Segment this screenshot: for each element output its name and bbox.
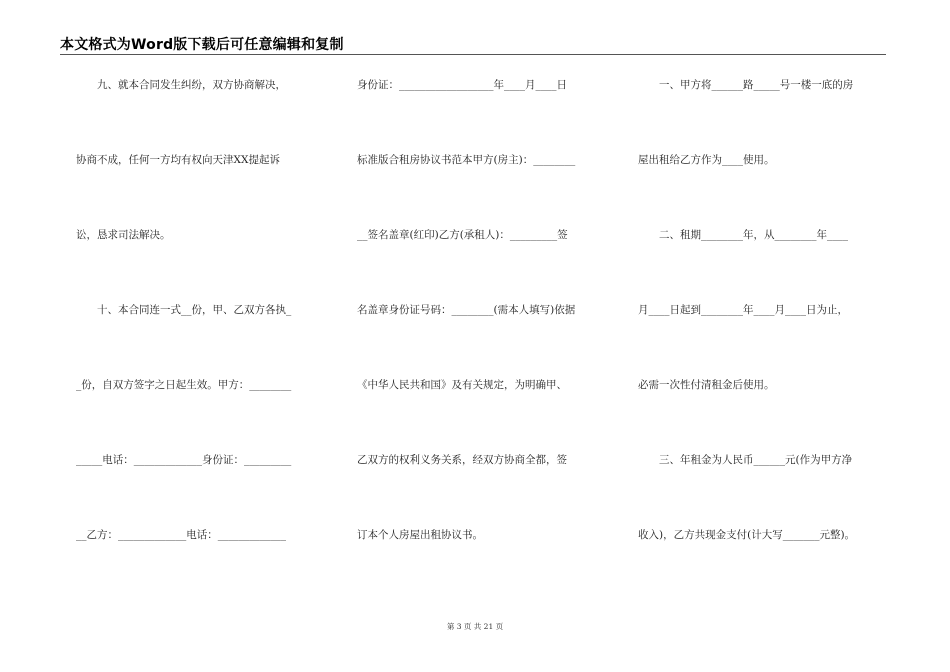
text-line: 九、就本合同发生纠纷，双方协商解决， [76,79,286,91]
text-line: _份，自双方签字之日起生效。甲方：________ [76,379,292,391]
text-line: __乙方：_____________电话：_____________ [76,529,286,541]
text-line: 讼，恳求司法解决。 [76,229,171,241]
text-line: __签名盖章(红印)乙方(承租人)：_________签 [357,229,568,241]
text-line: 乙双方的权利义务关系，经双方协商全都，签 [357,454,567,466]
text-line: 十、本合同连一式__份，甲、乙双方各执_ [76,304,292,316]
text-column-middle [357,76,607,601]
text-line: 名盖章身份证号码：________(需本人填写)依据 [357,304,576,316]
text-line: 二、租期________年，从________年____ [638,229,848,241]
text-line: 月____日起到________年____月____日为止， [638,304,848,316]
text-line: 订本个人房屋出租协议书。 [357,529,483,541]
header-divider [60,54,886,55]
text-column-left [76,76,326,601]
text-line: 一、甲方将______路_____号一楼一底的房 [638,79,854,91]
text-line: 收入)，乙方共现金支付(计大写_______元整)。 [638,529,856,541]
text-line: 必需一次性付清租金后使用。 [638,379,775,391]
text-line: 三、年租金为人民币______元(作为甲方净 [638,454,853,466]
text-column-right [638,76,888,601]
text-line: 身份证：__________________年____月____日 [357,79,567,91]
header-title: 本文格式为Word版下载后可任意编辑和复制 [60,37,344,53]
text-line: 屋出租给乙方作为____使用。 [638,154,775,166]
text-line: 协商不成，任何一方均有权向天津XX提起诉 [76,154,280,166]
page-number: 第 3 页 共 21 页 [446,622,504,631]
text-line: 标准版合租房协议书范本甲方(房主)：________ [357,154,576,166]
text-line: _____电话：_____________身份证：_________ [76,454,292,466]
text-line: 《中华人民共和国》及有关规定，为明确甲、 [357,379,567,391]
